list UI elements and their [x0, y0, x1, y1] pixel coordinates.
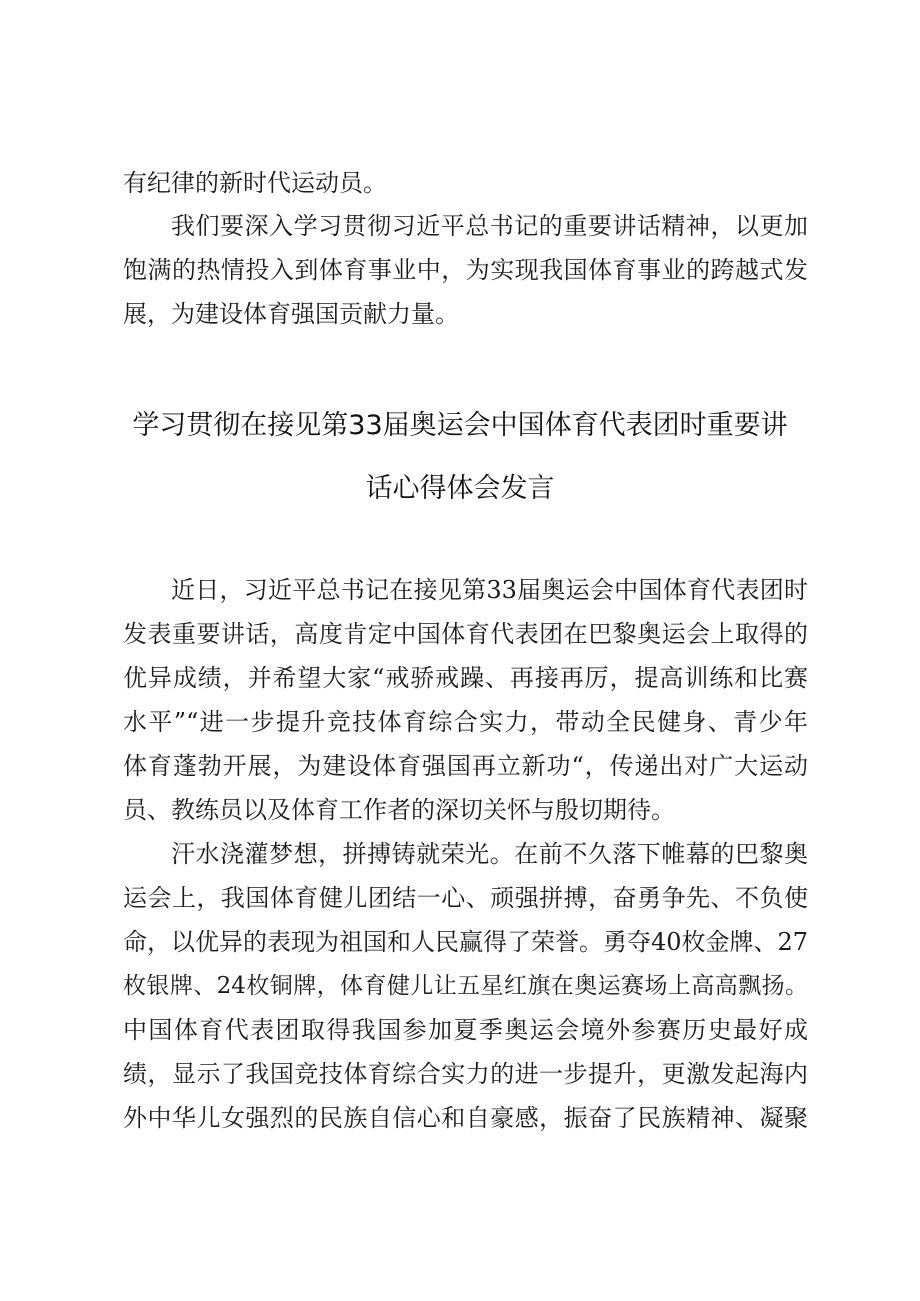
body-paragraph-line: 外中华儿女强烈的民族自信心和自豪感，振奋了民族精神、凝聚 [123, 1104, 808, 1132]
body-paragraph-line: 运会上，我国体育健儿团结一心、顽强拼搏，奋勇争先、不负使 [123, 884, 808, 912]
body-paragraph-line: 近日，习近平总书记在接见第33届奥运会中国体育代表团时 [171, 576, 808, 604]
body-paragraph-line: 中国体育代表团取得我国参加夏季奥运会境外参赛历史最好成 [123, 1016, 808, 1044]
prev-paragraph-line: 有纪律的新时代运动员。 [123, 169, 387, 197]
prev-paragraph-line: 饱满的热情投入到体育事业中，为实现我国体育事业的跨越式发 [123, 256, 808, 284]
body-paragraph-line: 命，以优异的表现为祖国和人民赢得了荣誉。勇夺40枚金牌、27 [123, 928, 809, 956]
body-paragraph-line: 员、教练员以及体育工作者的深切关怀与殷切期待。 [123, 796, 675, 824]
body-paragraph-line: 汗水浇灌梦想，拼搏铸就荣光。在前不久落下帷幕的巴黎奥 [171, 840, 808, 868]
body-paragraph-line: 体育蓬勃开展，为建设体育强国再立新功“，传递出对广大运动 [123, 752, 808, 780]
body-paragraph-line: 枚银牌、24枚铜牌，体育健儿让五星红旗在奥运赛场上高高飘扬。 [123, 973, 808, 999]
body-paragraph-line: 绩，显示了我国竞技体育综合实力的进一步提升，更激发起海内 [123, 1060, 808, 1088]
article-title-line: 学习贯彻在接见第33届奥运会中国体育代表团时重要讲 [132, 410, 788, 441]
article-title-line: 话心得体会发言 [365, 473, 555, 504]
body-paragraph-line: 水平”“进一步提升竞技体育综合实力，带动全民健身、青少年 [123, 708, 808, 736]
body-paragraph-line: 发表重要讲话，高度肯定中国体育代表团在巴黎奥运会上取得的 [123, 620, 808, 648]
prev-paragraph-line: 展，为建设体育强国贡献力量。 [123, 300, 459, 328]
body-paragraph-line: 优异成绩，并希望大家“戒骄戒躁、再接再厉，提高训练和比赛 [123, 664, 808, 692]
prev-paragraph-line: 我们要深入学习贯彻习近平总书记的重要讲话精神，以更加 [171, 212, 808, 240]
